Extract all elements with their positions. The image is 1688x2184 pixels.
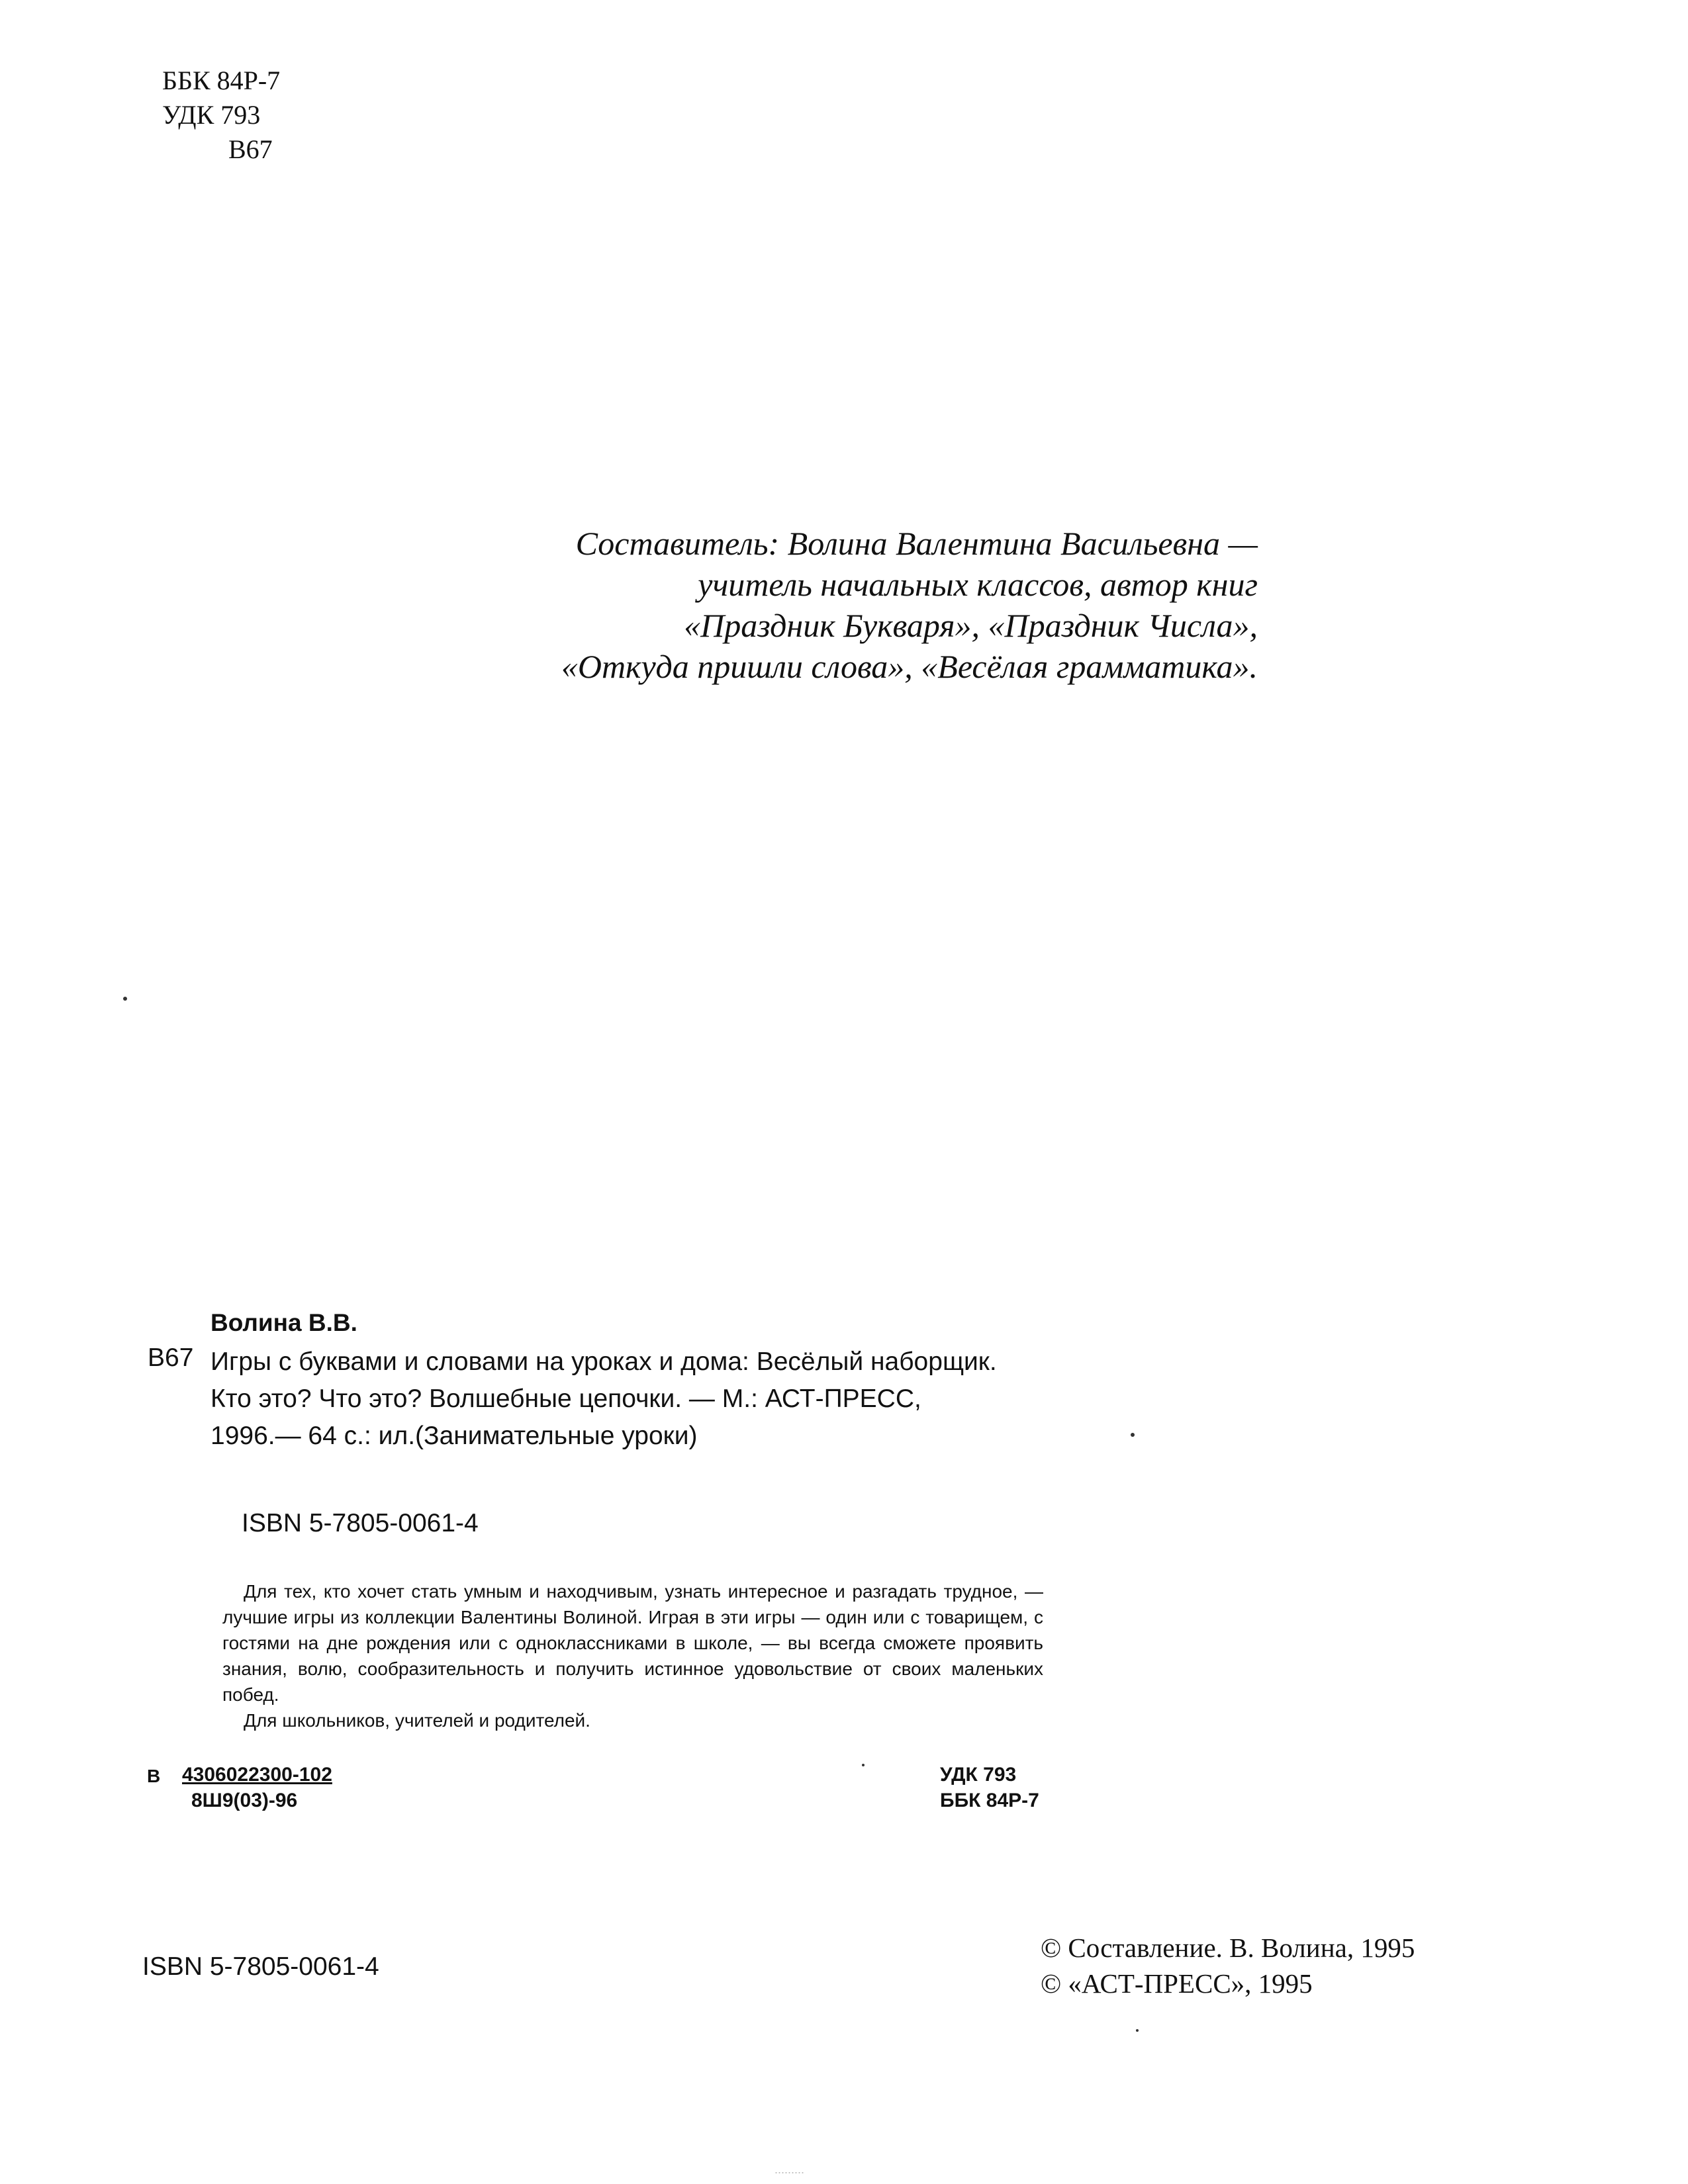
description-line: 1996.— 64 с.: ил.(Занимательные уроки) xyxy=(211,1422,698,1450)
compiler-line: «Откуда пришли слова», «Весёлая грамматика». xyxy=(561,648,1258,685)
annotation xyxy=(222,1578,1043,1733)
code-series: 8Ш9(03)-96 xyxy=(191,1790,298,1811)
stray-mark xyxy=(123,997,127,1001)
stray-mark xyxy=(862,1764,865,1766)
copyright-line: © «АСТ-ПРЕСС», 1995 xyxy=(1041,1968,1313,1999)
card-author: Волина В.В. xyxy=(211,1309,357,1336)
publication-code xyxy=(182,1762,332,1813)
code-number: 4306022300-102 xyxy=(182,1764,332,1786)
card-bbk: ББК 84Р-7 xyxy=(940,1790,1039,1811)
stray-mark xyxy=(1131,1433,1135,1437)
compiler-line: Составитель: Волина Валентина Васильевна — xyxy=(575,525,1258,562)
code-letter: В xyxy=(147,1766,161,1786)
card-classification xyxy=(940,1762,1039,1813)
description-line: Кто это? Что это? Волшебные цепочки. — М.: АСТ-ПРЕСС, xyxy=(211,1385,921,1413)
card-isbn: ISBN 5-7805-0061-4 xyxy=(242,1509,479,1537)
card-index: В67 xyxy=(148,1343,194,1372)
card-description xyxy=(211,1343,997,1455)
signature-mark: ......... xyxy=(774,2163,805,2176)
compiler-info xyxy=(463,523,1258,687)
copyright-block xyxy=(1041,1930,1415,2001)
bbk-code: ББК 84Р-7 xyxy=(162,66,281,95)
description-line: Игры с буквами и словами на уроках и дома: Весёлый наборщик. xyxy=(211,1347,997,1376)
udk-code: УДК 793 xyxy=(162,100,261,130)
compiler-line: «Праздник Букваря», «Праздник Числа», xyxy=(684,607,1258,644)
compiler-line: учитель начальных классов, автор книг xyxy=(698,566,1258,603)
annotation-paragraph: Для школьников, учителей и родителей. xyxy=(244,1710,590,1731)
author-index: В67 xyxy=(228,134,273,164)
card-udk: УДК 793 xyxy=(940,1764,1017,1786)
copyright-line: © Составление. В. Волина, 1995 xyxy=(1041,1933,1415,1963)
annotation-paragraph: Для тех, кто хочет стать умным и находчивым, узнать интересное и разгадать трудное, — лучшие игры из коллекции Валентины Волиной. Играя в эти игры — один или с товарищем, с гостями на дне рождения или с одноклассниками в школе, — вы всегда сможете проявить знания, волю, сообразительность и получить истинное удовольствие от своих маленьких побед. xyxy=(222,1581,1043,1705)
classification-block xyxy=(162,64,280,167)
isbn-bottom: ISBN 5-7805-0061-4 xyxy=(142,1952,379,1981)
stray-mark xyxy=(1136,2029,1139,2032)
